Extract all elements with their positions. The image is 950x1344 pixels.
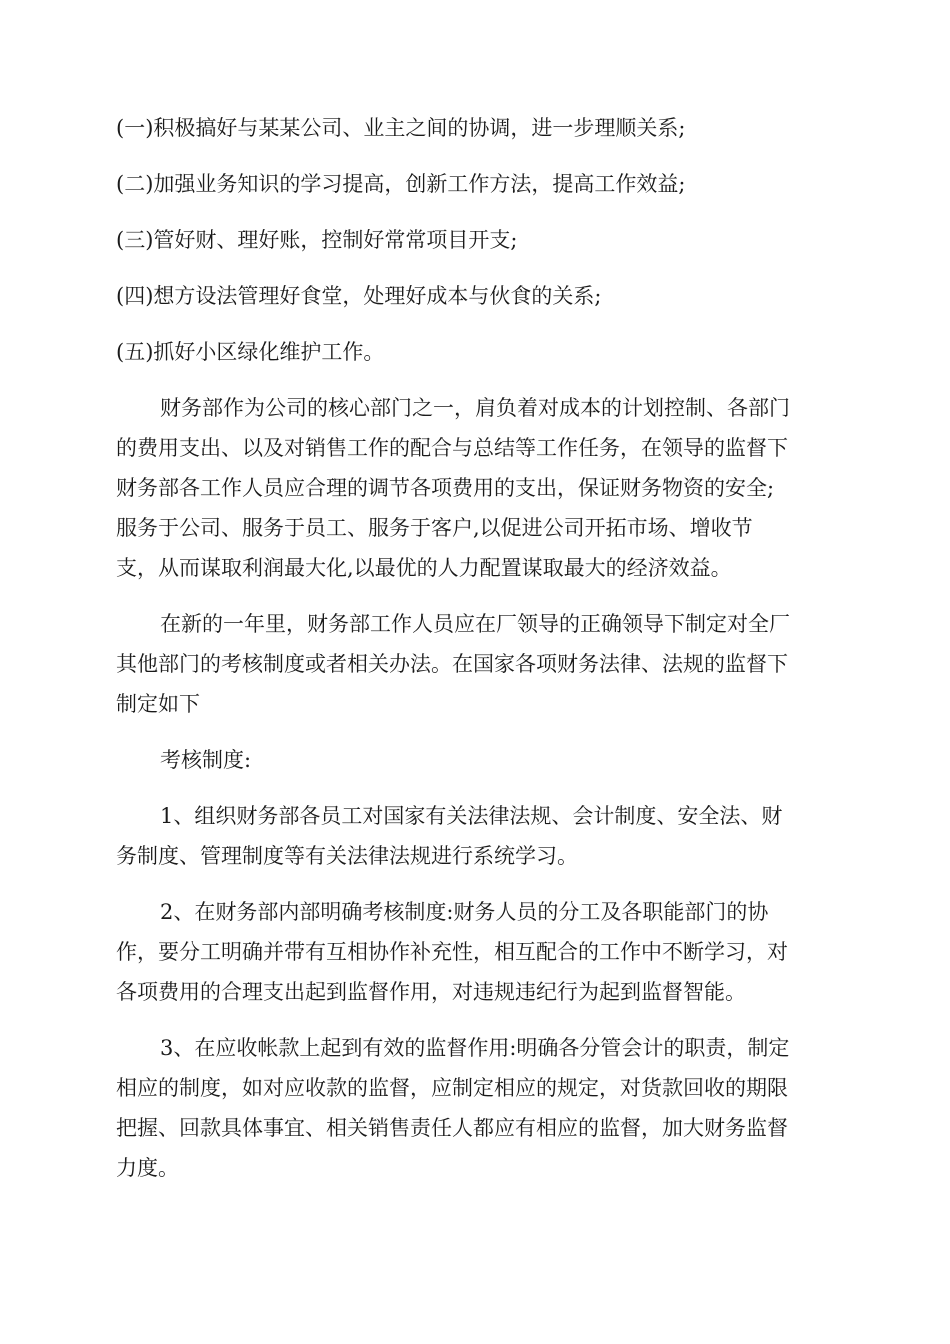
text-line: 力度。 (116, 1156, 179, 1180)
rule-2 (116, 892, 836, 1012)
text-line: 财务部各工作人员应合理的调节各项费用的支出，保证财务物资的安全; (116, 476, 775, 500)
text-line: 作，要分工明确并带有互相协作补充性，相互配合的工作中不断学习，对 (116, 940, 788, 964)
rule-1 (116, 796, 836, 876)
list-item-5: (五)抓好小区绿化维护工作。 (116, 340, 385, 364)
text-line: 务制度、管理制度等有关法律法规进行系统学习。 (116, 844, 578, 868)
text-line: 各项费用的合理支出起到监督作用，对违规违纪行为起到监督智能。 (116, 980, 746, 1004)
text-line: 相应的制度，如对应收款的监督，应制定相应的规定，对货款回收的期限 (116, 1076, 788, 1100)
text-line: 的费用支出、以及对销售工作的配合与总结等工作任务，在领导的监督下 (116, 436, 788, 460)
text-line: 在新的一年里，财务部工作人员应在厂领导的正确领导下制定对全厂 (160, 612, 790, 636)
text-line: 1、组织财务部各员工对国家有关法律法规、会计制度、安全法、财 (160, 804, 783, 828)
text-line: 服务于公司、服务于员工、服务于客户,以促进公司开拓市场、增收节 (116, 516, 753, 540)
text-line: 2、在财务部内部明确考核制度:财务人员的分工及各职能部门的协 (160, 900, 769, 924)
list-item-1: (一)积极搞好与某某公司、业主之间的协调，进一步理顺关系; (116, 116, 686, 140)
text-line: 3、在应收帐款上起到有效的监督作用:明确各分管会计的职责，制定 (160, 1036, 790, 1060)
text-line: 支，从而谋取利润最大化,以最优的人力配置谋取最大的经济效益。 (116, 556, 732, 580)
text-line: 财务部作为公司的核心部门之一，肩负着对成本的计划控制、各部门 (160, 396, 790, 420)
list-item-3: (三)管好财、理好账，控制好常常项目开支; (116, 228, 518, 252)
text-line: 把握、回款具体事宜、相关销售责任人都应有相应的监督，加大财务监督 (116, 1116, 788, 1140)
section-heading: 考核制度: (160, 748, 252, 772)
list-item-2: (二)加强业务知识的学习提高，创新工作方法，提高工作效益; (116, 172, 686, 196)
rule-3 (116, 1028, 836, 1188)
document-body (116, 108, 836, 1188)
paragraph-finance-role (116, 388, 836, 588)
text-line: 制定如下 (116, 692, 200, 716)
paragraph-new-year (116, 604, 836, 724)
list-item-4: (四)想方设法管理好食堂，处理好成本与伙食的关系; (116, 284, 602, 308)
text-line: 其他部门的考核制度或者相关办法。在国家各项财务法律、法规的监督下 (116, 652, 788, 676)
